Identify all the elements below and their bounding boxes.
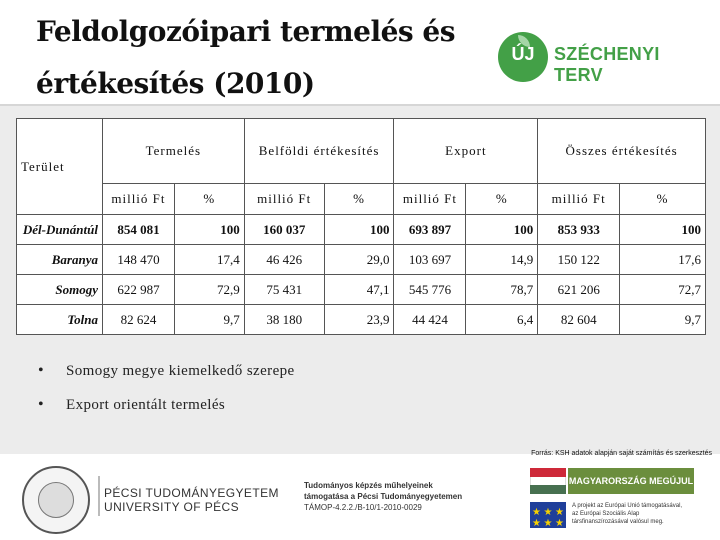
percent-cell: 14,9	[466, 245, 538, 275]
bullet-icon: •	[38, 396, 45, 413]
percent-cell: 47,1	[324, 275, 394, 305]
percent-cell: 100	[174, 215, 244, 245]
project-line-2: támogatása a Pécsi Tudományegyetemen	[304, 492, 463, 501]
value-cell: 82 604	[538, 305, 620, 335]
bullet-text: Export orientált termelés	[66, 397, 226, 413]
mm-text: MAGYARORSZÁG MEGÚJUL	[568, 468, 694, 494]
group-header-osszes: Összes értékesítés	[538, 119, 706, 184]
seal-center	[38, 482, 74, 518]
value-cell: 148 470	[102, 245, 174, 275]
percent-cell: 78,7	[466, 275, 538, 305]
slide-header	[0, 0, 720, 104]
university-name-hu: PÉCSI TUDOMÁNYEGYETEM	[104, 486, 279, 500]
percent-cell: 6,4	[466, 305, 538, 335]
production-table	[16, 118, 706, 335]
value-cell: 44 424	[394, 305, 466, 335]
uj-badge-icon	[498, 32, 548, 82]
corner-header: Terület	[17, 119, 103, 215]
magyarorszag-megujul-logo	[530, 466, 694, 496]
szechenyi-terv-logo	[498, 28, 698, 84]
value-cell: 854 081	[102, 215, 174, 245]
group-header-termeles: Termelés	[102, 119, 244, 184]
university-seal-icon	[22, 466, 90, 534]
project-line-1: Tudományos képzés műhelyeinek	[304, 481, 433, 490]
percent-cell: 9,7	[174, 305, 244, 335]
eu-funding-logo	[530, 502, 694, 532]
title-line-1: Feldolgozóipari termelés és	[36, 15, 455, 48]
subheader-percent: %	[174, 184, 244, 215]
subheader-percent: %	[466, 184, 538, 215]
bullet-item	[38, 392, 295, 426]
group-header-export: Export	[394, 119, 538, 184]
slide-footer	[0, 458, 720, 540]
percent-cell: 29,0	[324, 245, 394, 275]
group-header-belfoldi: Belföldi értékesítés	[244, 119, 394, 184]
project-code: TÁMOP-4.2.2./B-10/1-2010-0029	[304, 503, 422, 512]
logo-text: SZÉCHENYI TERV	[554, 44, 660, 85]
value-cell: 150 122	[538, 245, 620, 275]
percent-cell: 100	[620, 215, 706, 245]
region-cell: Baranya	[17, 245, 103, 275]
table-row	[17, 275, 706, 305]
bullet-list	[38, 358, 295, 426]
percent-cell: 17,6	[620, 245, 706, 275]
title-line-2: értékesítés (2010)	[36, 67, 315, 100]
subheader-percent: %	[620, 184, 706, 215]
uj-badge-text: ÚJ	[511, 44, 535, 64]
region-cell: Tolna	[17, 305, 103, 335]
eu-line-1: A projekt az Európai Unió támogatásával,	[572, 503, 683, 509]
value-cell: 545 776	[394, 275, 466, 305]
bullet-icon: •	[38, 362, 45, 379]
percent-cell: 23,9	[324, 305, 394, 335]
university-name-en: UNIVERSITY OF PÉCS	[104, 500, 240, 514]
percent-cell: 72,7	[620, 275, 706, 305]
table-row	[17, 215, 706, 245]
project-info	[304, 480, 462, 513]
eu-line-3: társfinanszírozásával valósul meg.	[572, 519, 664, 525]
percent-cell: 100	[324, 215, 394, 245]
region-cell: Dél-Dunántúl	[17, 215, 103, 245]
bullet-item	[38, 358, 295, 392]
subheader-million-ft: millió Ft	[244, 184, 324, 215]
subheader-million-ft: millió Ft	[394, 184, 466, 215]
percent-cell: 9,7	[620, 305, 706, 335]
value-cell: 75 431	[244, 275, 324, 305]
eu-line-2: az Európai Szociális Alap	[572, 511, 640, 517]
table-row	[17, 305, 706, 335]
hungarian-flag-icon	[530, 468, 566, 494]
eu-flag-icon: ★ ★ ★ ★ ★ ★	[530, 502, 566, 528]
region-cell: Somogy	[17, 275, 103, 305]
percent-cell: 72,9	[174, 275, 244, 305]
value-cell: 82 624	[102, 305, 174, 335]
bullet-text: Somogy megye kiemelkedő szerepe	[66, 363, 295, 379]
subheader-percent: %	[324, 184, 394, 215]
value-cell: 103 697	[394, 245, 466, 275]
footer-separator	[98, 476, 100, 516]
slide-title	[36, 6, 476, 110]
eu-text	[572, 502, 682, 526]
header-divider	[0, 104, 720, 106]
value-cell: 853 933	[538, 215, 620, 245]
table-subheader-row	[17, 184, 706, 215]
value-cell: 160 037	[244, 215, 324, 245]
university-name	[104, 486, 279, 514]
source-note: Forrás: KSH adatok alapján saját számítás és szerkesztés	[531, 450, 712, 457]
subheader-million-ft: millió Ft	[102, 184, 174, 215]
value-cell: 621 206	[538, 275, 620, 305]
value-cell: 38 180	[244, 305, 324, 335]
value-cell: 622 987	[102, 275, 174, 305]
percent-cell: 100	[466, 215, 538, 245]
table-header-row	[17, 119, 706, 184]
table-row	[17, 245, 706, 275]
subheader-million-ft: millió Ft	[538, 184, 620, 215]
value-cell: 693 897	[394, 215, 466, 245]
value-cell: 46 426	[244, 245, 324, 275]
percent-cell: 17,4	[174, 245, 244, 275]
